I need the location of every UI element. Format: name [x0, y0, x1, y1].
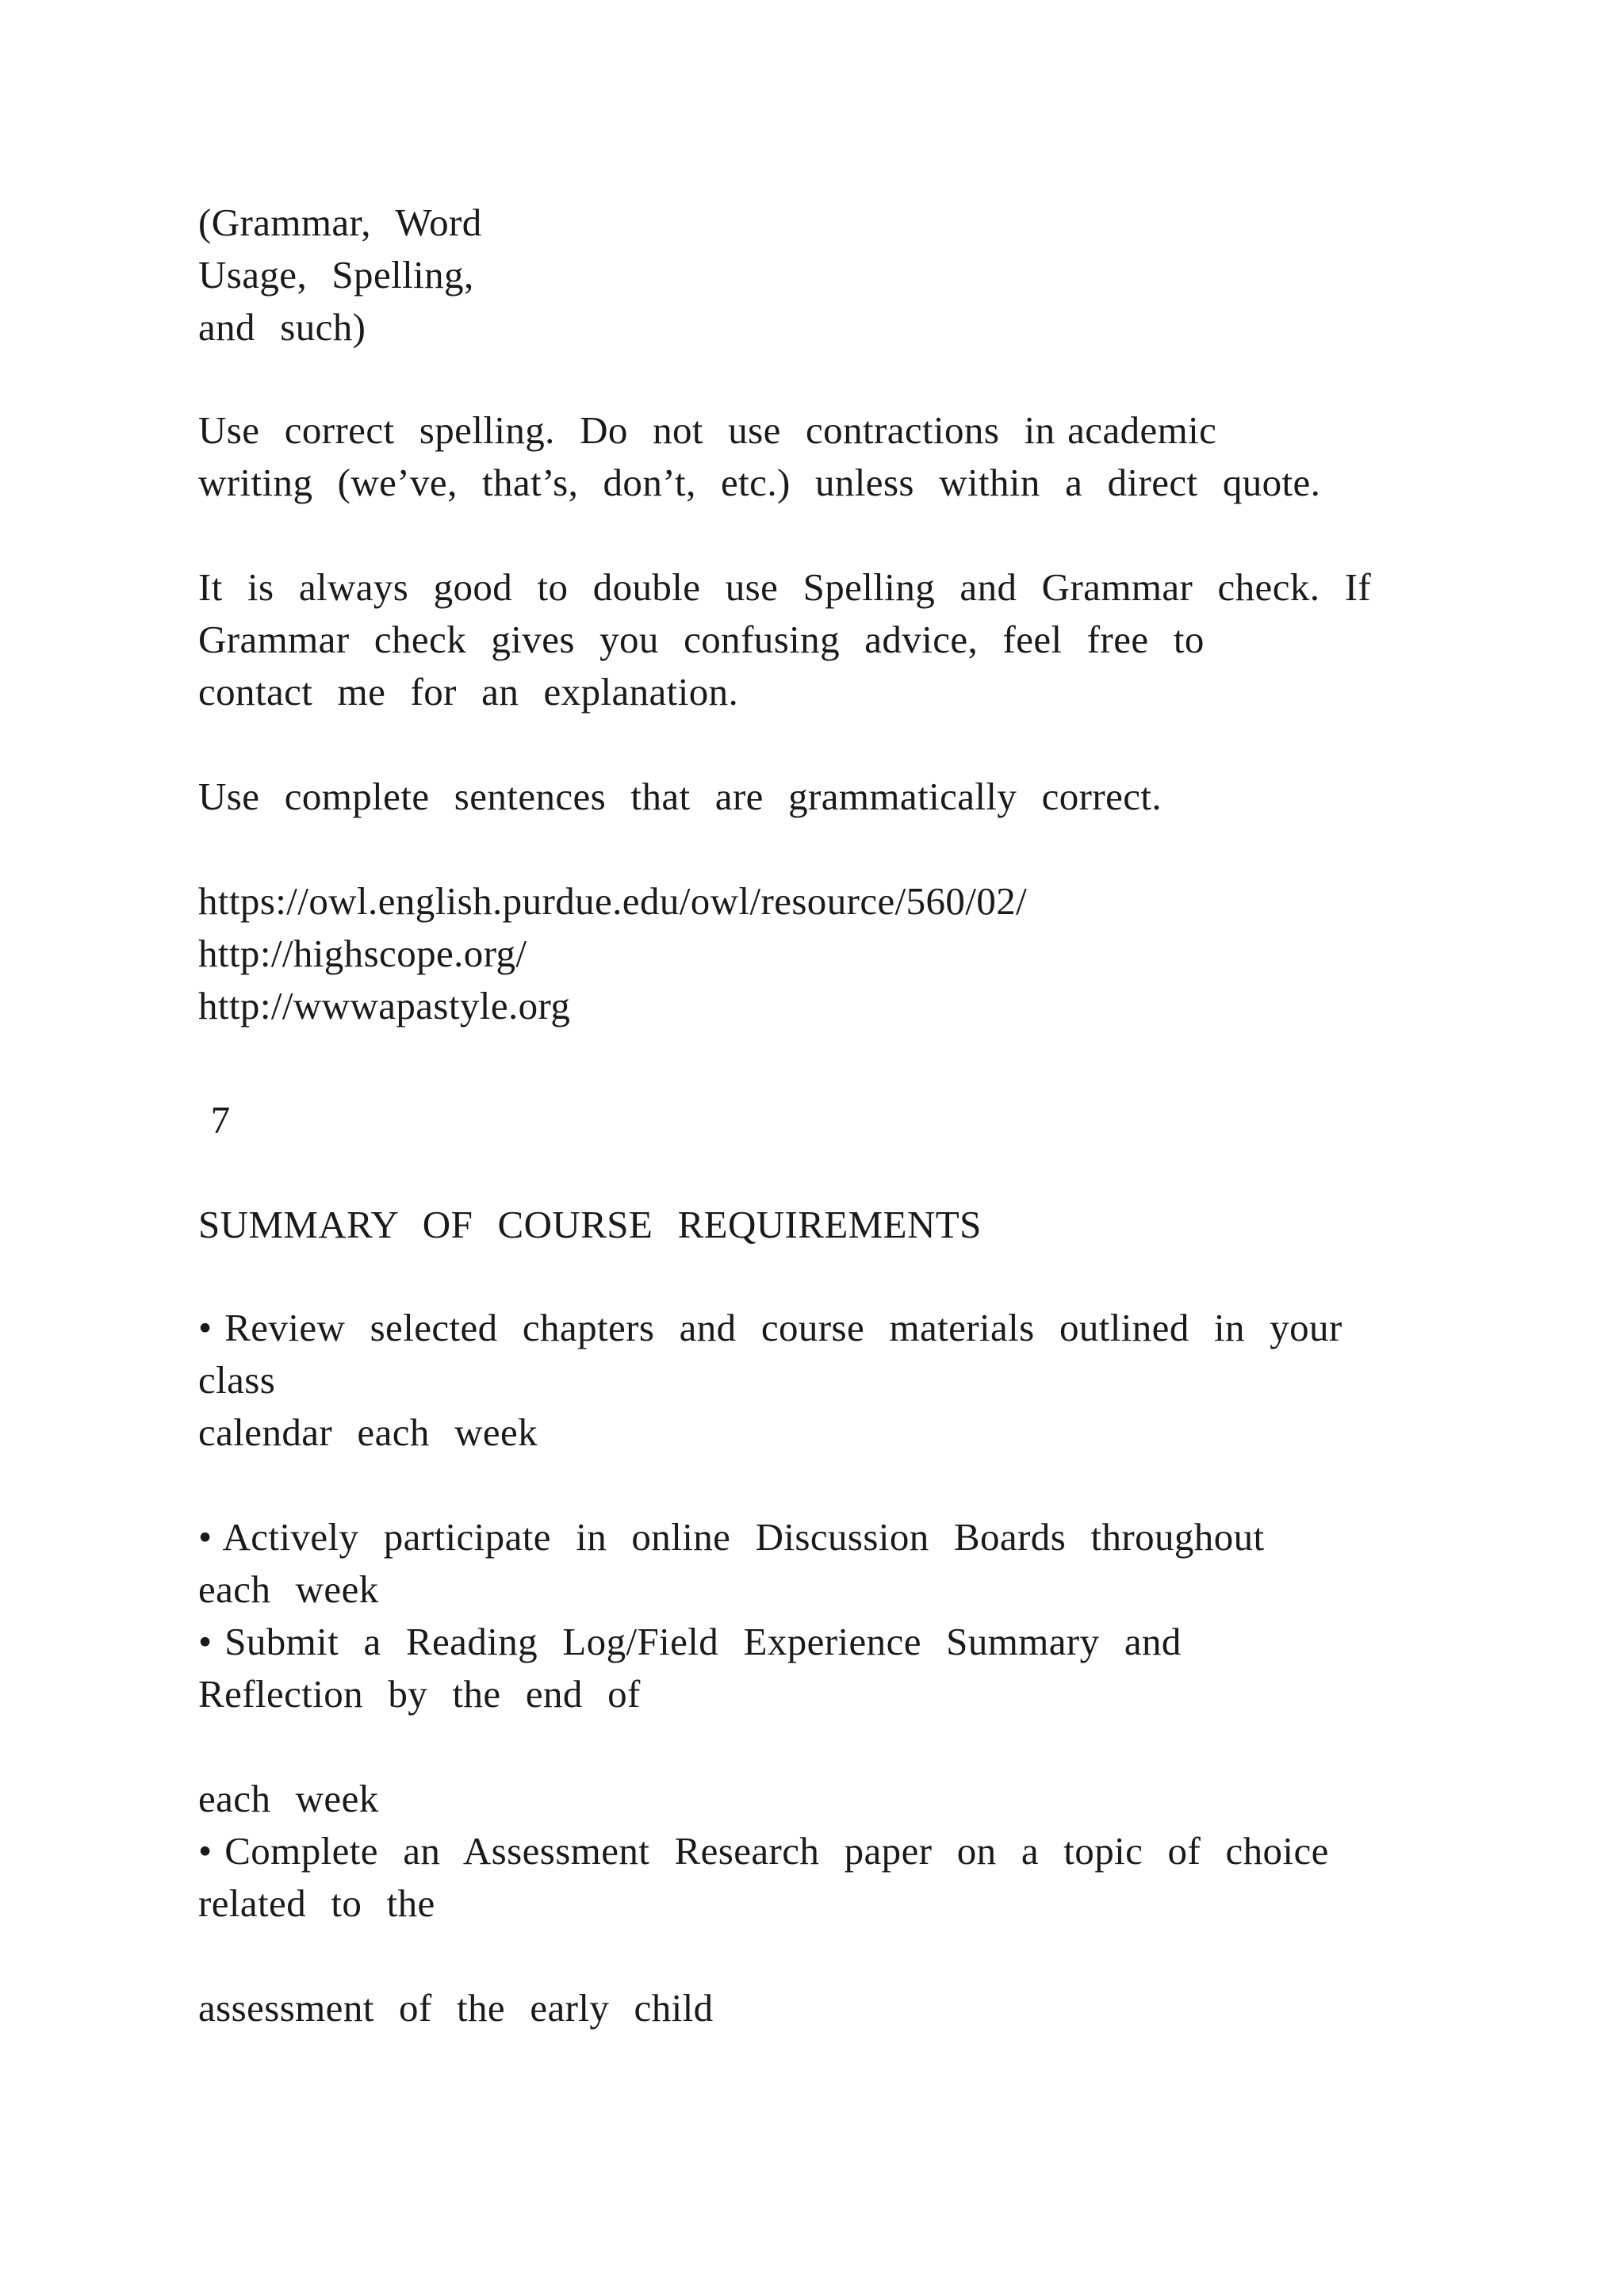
text-line: Use correct spelling. Do not use contractions in academic: [198, 408, 1217, 452]
text-line: each week: [198, 1567, 379, 1611]
text-line: It is always good to double use Spelling and Grammar check. If: [198, 565, 1372, 609]
url-line: http://highscope.org/: [198, 932, 527, 975]
text-line: Usage, Spelling,: [198, 253, 474, 297]
list-item: • Complete an Assessment Research paper on a topic of choice: [198, 1829, 1329, 1873]
url-line: http://wwwapastyle.org: [198, 984, 571, 1027]
text-line: assessment of the early child: [198, 1986, 714, 2030]
section-heading: SUMMARY OF COURSE REQUIREMENTS: [198, 1203, 982, 1246]
list-item: • Actively participate in online Discussion Boards throughout: [198, 1515, 1265, 1559]
list-item: • Submit a Reading Log/Field Experience Summary and: [198, 1620, 1182, 1663]
text-line: Reflection by the end of: [198, 1672, 641, 1716]
text-line: writing (we’ve, that’s, don’t, etc.) unless within a direct quote.: [198, 461, 1321, 504]
text-line: Use complete sentences that are grammatically correct.: [198, 775, 1162, 818]
text-line: class: [198, 1358, 276, 1402]
text-line: Grammar check gives you confusing advice, feel free to: [198, 618, 1205, 661]
text-line: and such): [198, 305, 366, 349]
text-line: related to the: [198, 1881, 435, 1925]
text-line: calendar each week: [198, 1410, 538, 1454]
page-number: 7: [198, 1098, 231, 1142]
url-line: https://owl.english.purdue.edu/owl/resource/560/02/: [198, 879, 1028, 923]
text-line: contact me for an explanation.: [198, 670, 739, 714]
text-line: each week: [198, 1777, 379, 1820]
text-line: (Grammar, Word: [198, 201, 482, 244]
list-item: • Review selected chapters and course materials outlined in your: [198, 1306, 1342, 1349]
